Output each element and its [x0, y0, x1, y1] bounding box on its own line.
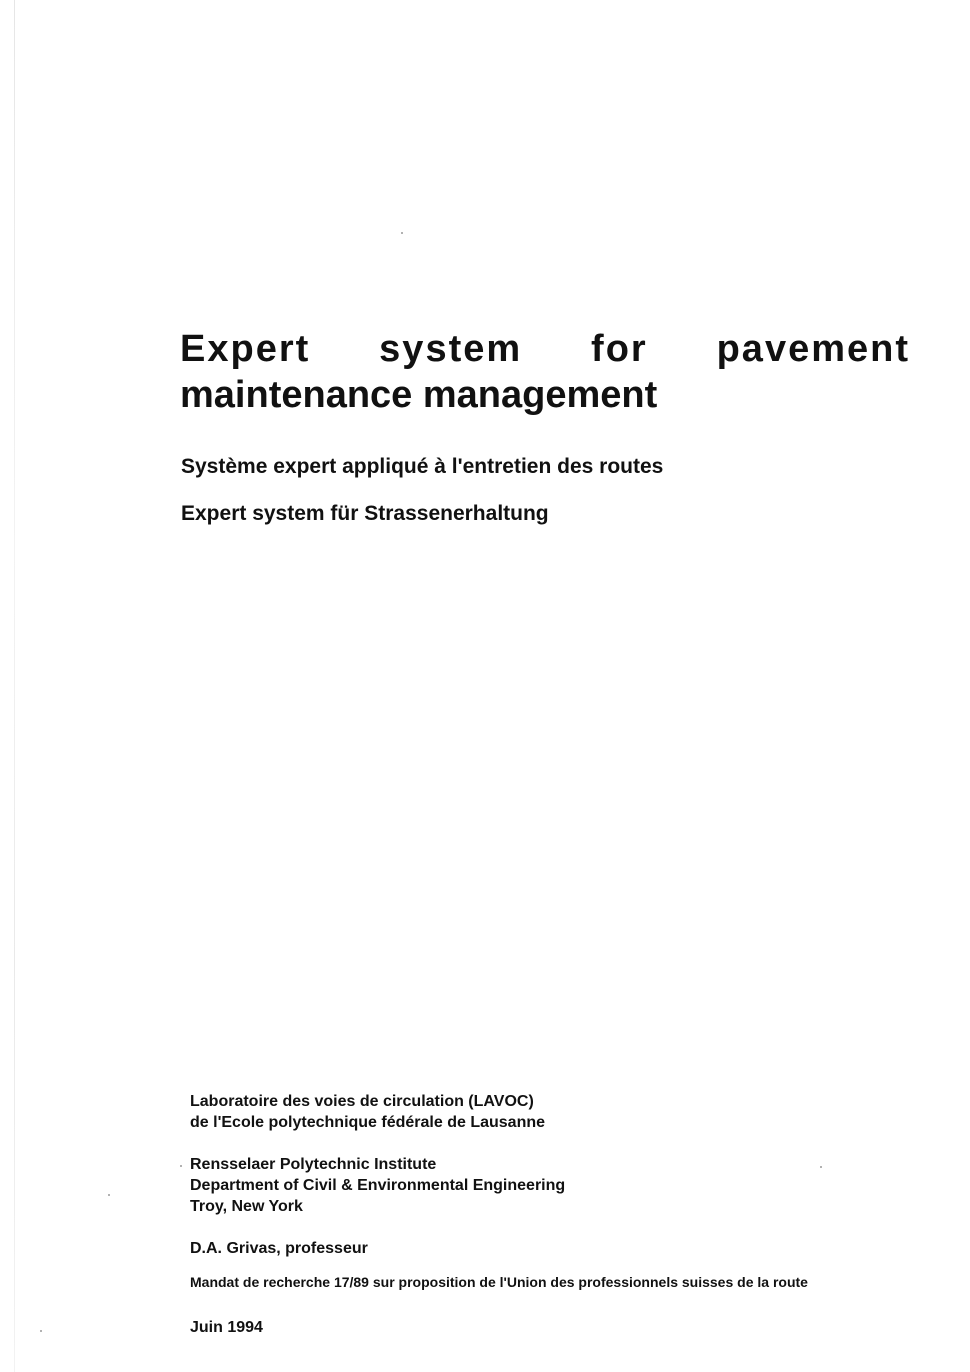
- french-subtitle: Système expert appliqué à l'entretien des routes: [181, 455, 664, 478]
- research-mandate: Mandat de recherche 17/89 sur proposition de l'Union des professionnels suisses de la route: [190, 1274, 808, 1290]
- author-line: D.A. Grivas, professeur: [190, 1240, 368, 1257]
- title-line-1: [180, 326, 910, 372]
- title-word: Expert: [180, 328, 311, 370]
- publication-date: Juin 1994: [190, 1319, 263, 1336]
- german-subtitle: Expert system für Strassenerhaltung: [181, 502, 549, 525]
- scan-speck: [108, 1194, 110, 1196]
- lavoc-affiliation: [190, 1091, 545, 1133]
- scan-speck: [40, 1330, 42, 1332]
- affiliation-line: Department of Civil & Environmental Engineering: [190, 1177, 566, 1194]
- title-word: system: [379, 328, 523, 370]
- title-word: for: [591, 328, 648, 370]
- affiliation-line: Troy, New York: [190, 1198, 303, 1215]
- scan-speck: [820, 1166, 822, 1168]
- scan-speck: [180, 1165, 182, 1167]
- affiliation-line: Laboratoire des voies de circulation (LAVOC): [190, 1093, 534, 1110]
- title-line-2: maintenance management: [180, 374, 658, 416]
- rpi-affiliation: [190, 1154, 565, 1217]
- title-word: pavement: [716, 328, 910, 370]
- scan-edge-line: [14, 0, 15, 1372]
- scan-speck: [401, 232, 403, 234]
- affiliation-line: Rensselaer Polytechnic Institute: [190, 1156, 437, 1173]
- document-title: [180, 326, 910, 418]
- affiliation-line: de l'Ecole polytechnique fédérale de Lausanne: [190, 1114, 546, 1131]
